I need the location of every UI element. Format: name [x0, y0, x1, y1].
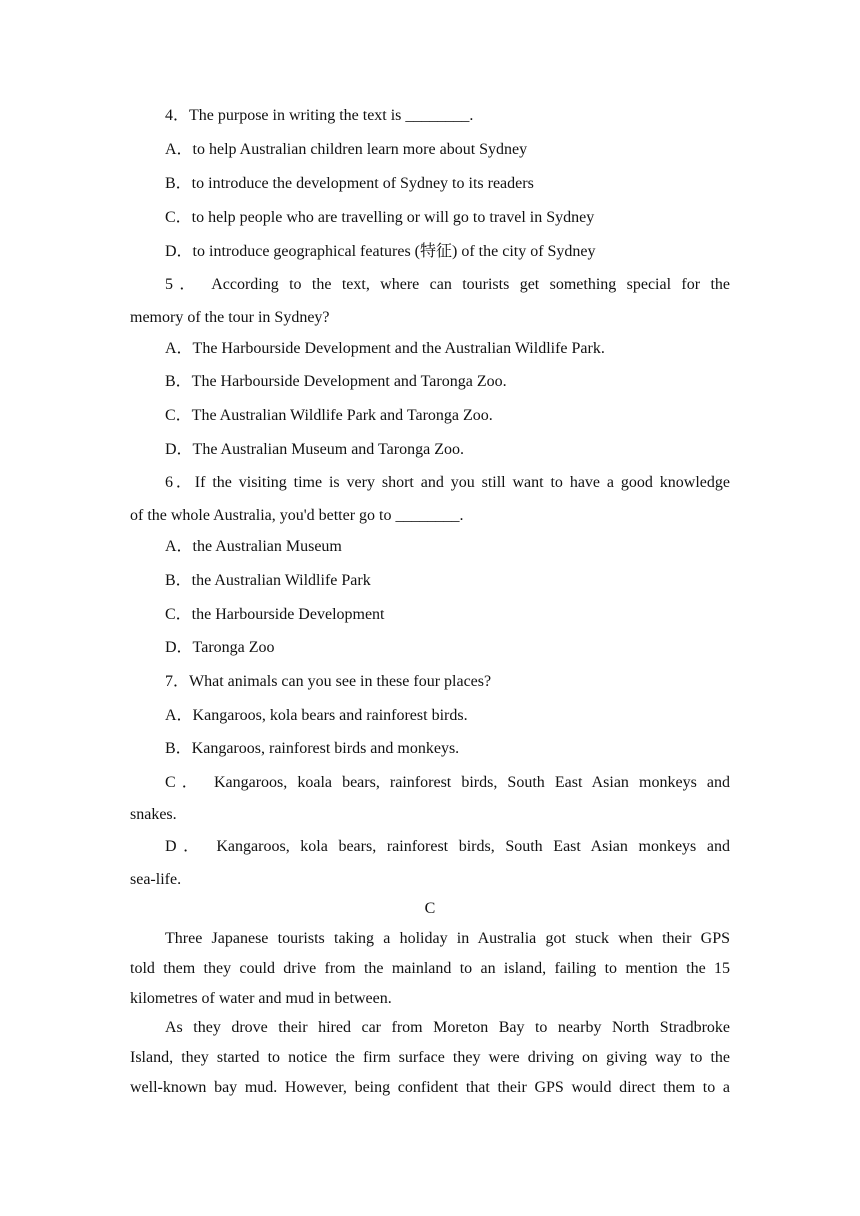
question-5-option-a: A．The Harbourside Development and the Australian Wildlife Park. — [165, 340, 605, 357]
question-7-stem: 7．What animals can you see in these four places? — [165, 673, 492, 690]
passage-paragraph-2-line-2: Island, they started to notice the firm surface they were driving on giving way to the — [130, 1049, 730, 1066]
question-4-stem: 4．The purpose in writing the text is ________. — [165, 107, 474, 124]
passage-paragraph-1-line-1: Three Japanese tourists taking a holiday in Australia got stuck when their GPS — [165, 930, 730, 947]
question-7-option-c-line-2: snakes. — [130, 806, 177, 823]
section-heading: C — [424, 900, 436, 917]
question-5-stem-line-2: memory of the tour in Sydney? — [130, 309, 330, 326]
question-4-option-c: C．to help people who are travelling or will go to travel in Sydney — [165, 209, 595, 226]
question-6-option-d: D．Taronga Zoo — [165, 639, 275, 656]
question-5-option-d: D．The Australian Museum and Taronga Zoo. — [165, 441, 464, 458]
passage-paragraph-2-line-3: well-known bay mud. However, being confident that their GPS would direct them to a — [130, 1079, 730, 1096]
question-4-option-d: D．to introduce geographical features (特征) of the city of Sydney — [165, 243, 596, 260]
question-6-option-c: C．the Harbourside Development — [165, 606, 385, 623]
question-6-stem-line-1: 6．If the visiting time is very short and you still want to have a good knowledge — [165, 474, 730, 491]
question-7-option-b: B．Kangaroos, rainforest birds and monkeys. — [165, 740, 460, 757]
question-6-option-a: A．the Australian Museum — [165, 538, 342, 555]
question-5-option-c: C．The Australian Wildlife Park and Taronga Zoo. — [165, 407, 493, 424]
question-5-stem-line-1: 5． According to the text, where can tourists get something special for the — [165, 276, 730, 293]
question-7-option-d-line-1: D． Kangaroos, kola bears, rainforest birds, South East Asian monkeys and — [165, 838, 730, 855]
question-6-stem-line-2: of the whole Australia, you'd better go to ________. — [130, 507, 464, 524]
question-6-option-b: B．the Australian Wildlife Park — [165, 572, 371, 589]
question-7-option-a: A．Kangaroos, kola bears and rainforest birds. — [165, 707, 468, 724]
question-4-option-b: B．to introduce the development of Sydney to its readers — [165, 175, 534, 192]
question-7-option-d-line-2: sea-life. — [130, 871, 182, 888]
passage-paragraph-1-line-3: kilometres of water and mud in between. — [130, 990, 392, 1007]
passage-paragraph-1-line-2: told them they could drive from the mainland to an island, failing to mention the 15 — [130, 960, 730, 977]
question-7-option-c-line-1: C． Kangaroos, koala bears, rainforest birds, South East Asian monkeys and — [165, 774, 730, 791]
passage-paragraph-2-line-1: As they drove their hired car from Moreton Bay to nearby North Stradbroke — [165, 1019, 730, 1036]
question-5-option-b: B．The Harbourside Development and Taronga Zoo. — [165, 373, 507, 390]
question-4-option-a: A．to help Australian children learn more about Sydney — [165, 141, 528, 158]
